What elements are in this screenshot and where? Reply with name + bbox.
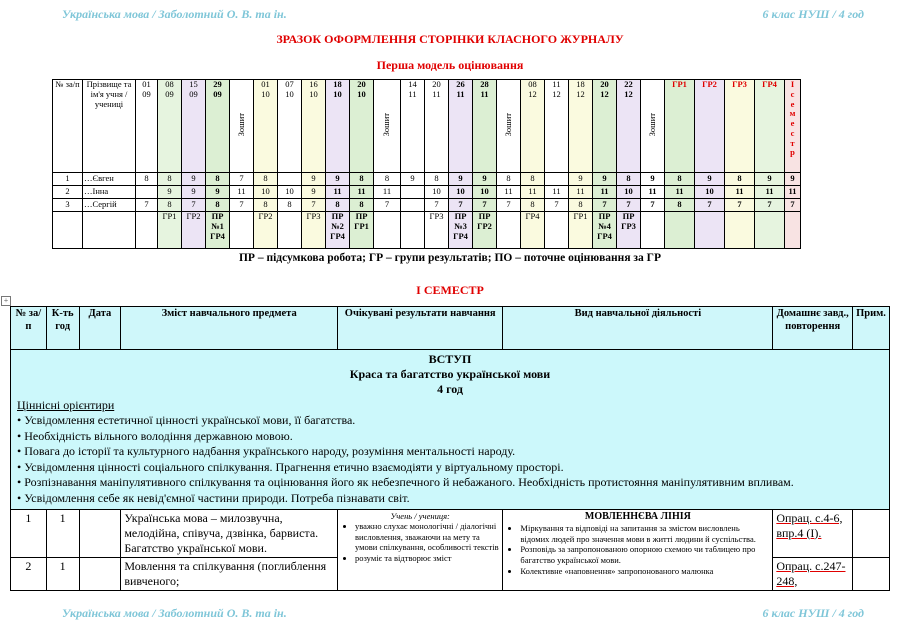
mark-cell[interactable]: 7 [425,199,449,212]
intro-row [11,350,890,510]
mark-cell[interactable]: 8 [521,173,545,186]
header-right: 6 клас НУШ / 4 год [762,7,864,21]
date-header: І с е м е с т р [785,80,801,173]
row-number: 1 [11,509,47,557]
date-header: ГР3 [725,80,755,173]
mark-cell[interactable]: 7 [449,199,473,212]
mark-cell[interactable]: 7 [230,199,254,212]
mark-cell[interactable]: 8 [254,199,278,212]
mark-cell[interactable]: 7 [545,199,569,212]
date-header: 01 10 [254,80,278,173]
mark-cell[interactable]: 8 [158,199,182,212]
mark-cell[interactable]: 8 [278,199,302,212]
intro-hours: 4 год [437,382,463,396]
group-cell [401,212,425,249]
student-number: 2 [53,186,83,199]
footer-left: Українська мова / Заболотний О. В. та ін. [62,606,287,620]
mark-cell[interactable]: 7 [182,199,206,212]
mark-cell[interactable]: 7 [593,199,617,212]
name-header: Прізвище та ім'я учня / учениці [83,80,136,173]
group-cell: ГР4 [521,212,545,249]
mark-cell[interactable]: 9 [302,186,326,199]
list-item: • Усвідомлення естетичної цінності української мови, її багатства. [17,413,356,427]
main-title: ЗРАЗОК ОФОРМЛЕННЯ СТОРІНКИ КЛАСНОГО ЖУРНАЛУ [276,32,624,46]
homework-text: Опрац. с.4-6, впр.4 (І). [776,510,843,540]
expected-title: Учень / учениця: [390,510,450,521]
list-item: • Усвідомлення себе як невід'ємної частини природи. Потреба пізнавати світ. [17,490,410,505]
mark-cell[interactable]: 8 [350,173,374,186]
group-cell: ПР №2 ГР4 [326,212,350,249]
mark-cell[interactable]: 8 [569,199,593,212]
mark-cell[interactable]: 8 [521,199,545,212]
homework-text: Опрац. с.247-248, [776,558,846,588]
date-header: 08 12 [521,80,545,173]
mark-cell[interactable]: 8 [665,173,695,186]
list-item: • Усвідомлення цінності соціального спілкування. Прагнення етично взаємодіяти у віртуальному просторі. [17,459,564,474]
mark-cell[interactable]: 7 [497,199,521,212]
mark-cell[interactable]: 7 [617,199,641,212]
row-hours: 1 [46,557,79,590]
table-row [53,173,801,186]
legend: ПР – підсумкова робота; ГР – групи результатів; ПО – поточне оцінювання за ГР [238,252,661,264]
mark-cell[interactable]: 9 [785,173,801,186]
date-header: 18 12 [569,80,593,173]
activity-title: МОВЛЕННЄВА ЛІНІЯ [584,510,691,522]
mark-cell[interactable]: 8 [350,199,374,212]
mark-cell[interactable]: 8 [374,173,401,186]
group-cell: ПР №3 ГР4 [449,212,473,249]
date-header: 22 12 [617,80,641,173]
mark-cell[interactable]: 9 [569,173,593,186]
column-header: № за/п [11,307,47,350]
date-header: Зошит [374,80,401,173]
mark-cell[interactable]: 11 [785,186,801,199]
list-item: • Міркування та відповіді на запитання за змістом висловлень відомих людей про значення мови в житті людини й суспільства. [520,523,769,544]
mark-cell[interactable]: 11 [725,186,755,199]
mark-cell[interactable]: 9 [593,173,617,186]
group-cell: ГР2 [254,212,278,249]
mark-cell[interactable]: 11 [374,186,401,199]
date-header: ГР4 [755,80,785,173]
group-cell: ПР ГР1 [350,212,374,249]
mark-cell[interactable]: 9 [755,173,785,186]
list-item: • Необхідність вільного володіння державною мовою. [17,428,293,443]
date-header: 11 12 [545,80,569,173]
values-title: Ціннісні орієнтири [17,398,115,412]
mark-cell[interactable] [278,173,302,186]
intro-title: ВСТУП [428,352,472,366]
group-cell: ГР3 [302,212,326,249]
table-move-handle-icon[interactable]: + [1,296,11,306]
row-number: 2 [11,557,47,590]
mark-cell[interactable]: 9 [641,173,665,186]
group-cell: ГР3 [425,212,449,249]
group-cell [497,212,521,249]
mark-cell[interactable]: 8 [206,173,230,186]
mark-cell[interactable]: 9 [473,173,497,186]
column-header: Вид навчальної діяльності [503,307,773,350]
mark-cell[interactable]: 11 [665,186,695,199]
student-name: …Євген [83,173,136,186]
mark-cell[interactable]: 10 [473,186,497,199]
activities [503,509,773,590]
values-list [17,413,883,507]
row-date [79,557,121,590]
date-header: Зошит [641,80,665,173]
row-content: Мовлення та спілкування (поглиблення вивченого; [121,557,338,590]
date-header: 18 10 [326,80,350,173]
mark-cell[interactable]: 7 [755,199,785,212]
date-header: 28 11 [473,80,497,173]
row-hours: 1 [46,509,79,557]
list-item: • розуміє та відтворює зміст [355,553,499,564]
group-cell: ПР №4 ГР4 [593,212,617,249]
mark-cell[interactable]: 10 [695,186,725,199]
semester-title: І СЕМЕСТР [416,283,484,297]
group-cell [374,212,401,249]
date-header: 20 10 [350,80,374,173]
mark-cell[interactable] [401,199,425,212]
mark-cell[interactable]: 8 [725,173,755,186]
group-row [53,212,801,249]
mark-cell[interactable]: 9 [182,173,206,186]
group-cell [230,212,254,249]
sub-title: Перша модель оцінювання [376,58,524,72]
row-content: Українська мова – милозвучна, мелодійна, співуча, дзвінка, барвиста. Багатство української мови. [121,509,338,557]
date-header: 01 09 [136,80,158,173]
mark-cell[interactable]: 8 [497,173,521,186]
date-header: Зошит [497,80,521,173]
date-header: 20 12 [593,80,617,173]
footer-right: 6 клас НУШ / 4 год [762,606,864,620]
group-cell: ПР №1 ГР4 [206,212,230,249]
date-header: 15 09 [182,80,206,173]
column-header: Домашнє завд., повторення [773,307,853,350]
mark-cell[interactable]: 11 [521,186,545,199]
row-homework [773,509,853,557]
group-cell [695,212,725,249]
mark-cell[interactable]: 8 [254,173,278,186]
column-header: Очікувані результати навчання [338,307,503,350]
group-cell: ПР ГР3 [617,212,641,249]
mark-cell[interactable]: 7 [374,199,401,212]
group-cell [641,212,665,249]
list-item: • Розповідь за запропонованою опорною схемою чи таблицею про багатство української мови. [520,544,769,565]
mark-cell[interactable]: 11 [497,186,521,199]
student-number: 3 [53,199,83,212]
date-header: Зошит [230,80,254,173]
mark-cell[interactable]: 9 [158,186,182,199]
mark-cell[interactable]: 7 [641,199,665,212]
mark-cell[interactable]: 9 [182,186,206,199]
mark-cell[interactable]: 9 [401,173,425,186]
row-note [853,509,890,557]
column-header: К-ть год [46,307,79,350]
mark-cell[interactable]: 9 [449,173,473,186]
column-header: Прим. [853,307,890,350]
mark-cell[interactable]: 11 [755,186,785,199]
group-cell [545,212,569,249]
mark-cell[interactable]: 7 [473,199,497,212]
mark-cell[interactable]: 8 [665,199,695,212]
list-item: • Розпізнавання маніпулятивного спілкування та оцінювання його як небезпечного й небажаного. Необхідність протистояння маніпулятивним впливам. [17,475,794,490]
group-cell [785,212,801,249]
date-header: 29 09 [206,80,230,173]
mark-cell[interactable]: 9 [326,173,350,186]
header-left: Українська мова / Заболотний О. В. та ін. [62,7,287,21]
column-header: Зміст навчального предмета [121,307,338,350]
date-header: 14 11 [401,80,425,173]
list-item: • Повага до історії та культурного надбання українського народу, розуміння ментальності народу. [17,444,516,459]
group-cell [278,212,302,249]
list-item: • Колективне «наповнення» запропонованого малюнка [520,566,769,577]
group-cell: ГР2 [182,212,206,249]
mark-cell[interactable]: 7 [785,199,801,212]
mark-cell[interactable] [401,186,425,199]
student-name: …Сергій [83,199,136,212]
row-note [853,557,890,590]
mark-cell[interactable]: 7 [302,199,326,212]
mark-cell[interactable]: 10 [254,186,278,199]
mark-cell[interactable]: 8 [136,173,158,186]
mark-cell[interactable]: 11 [569,186,593,199]
group-cell [665,212,695,249]
mark-cell[interactable]: 11 [230,186,254,199]
group-cell [136,212,158,249]
mark-cell[interactable]: 11 [326,186,350,199]
mark-cell[interactable]: 9 [302,173,326,186]
mark-cell[interactable]: 8 [158,173,182,186]
num-header: № за/п [53,80,83,173]
mark-cell[interactable]: 7 [695,199,725,212]
mark-cell[interactable]: 8 [425,173,449,186]
student-name: …Інна [83,186,136,199]
expected-results [338,509,503,590]
date-header: ГР1 [665,80,695,173]
group-cell: ГР1 [158,212,182,249]
date-header: 26 11 [449,80,473,173]
table-row [53,199,801,212]
row-date [79,509,121,557]
date-header: 16 10 [302,80,326,173]
mark-cell[interactable]: 9 [695,173,725,186]
list-item: • уважно слухає монологічні / діалогічні висловлення, зважаючи на мету та умови спілкування, особливості текстів [355,521,499,553]
mark-cell[interactable]: 8 [206,199,230,212]
table-row [53,186,801,199]
date-header: 08 09 [158,80,182,173]
table-row [11,509,890,557]
group-cell [755,212,785,249]
mark-cell[interactable]: 10 [617,186,641,199]
mark-cell[interactable]: 11 [641,186,665,199]
group-cell: ГР1 [569,212,593,249]
mark-cell[interactable]: 10 [449,186,473,199]
row-homework [773,557,853,590]
mark-cell[interactable]: 8 [617,173,641,186]
mark-cell[interactable]: 7 [230,173,254,186]
date-header: ГР2 [695,80,725,173]
mark-cell[interactable] [136,186,158,199]
column-header: Дата [79,307,121,350]
student-number: 1 [53,173,83,186]
group-cell [725,212,755,249]
mark-cell[interactable]: 7 [725,199,755,212]
group-cell: ПР ГР2 [473,212,497,249]
plan-table [10,306,890,591]
mark-cell[interactable]: 9 [206,186,230,199]
mark-cell[interactable]: 11 [593,186,617,199]
date-header: 07 10 [278,80,302,173]
intro-theme: Краса та багатство української мови [349,367,551,381]
mark-cell[interactable]: 10 [278,186,302,199]
mark-cell[interactable]: 7 [136,199,158,212]
journal-table [52,79,801,249]
mark-cell[interactable]: 8 [326,199,350,212]
mark-cell[interactable]: 11 [545,186,569,199]
mark-cell[interactable]: 10 [425,186,449,199]
date-header: 20 11 [425,80,449,173]
mark-cell[interactable]: 11 [350,186,374,199]
mark-cell[interactable] [545,173,569,186]
